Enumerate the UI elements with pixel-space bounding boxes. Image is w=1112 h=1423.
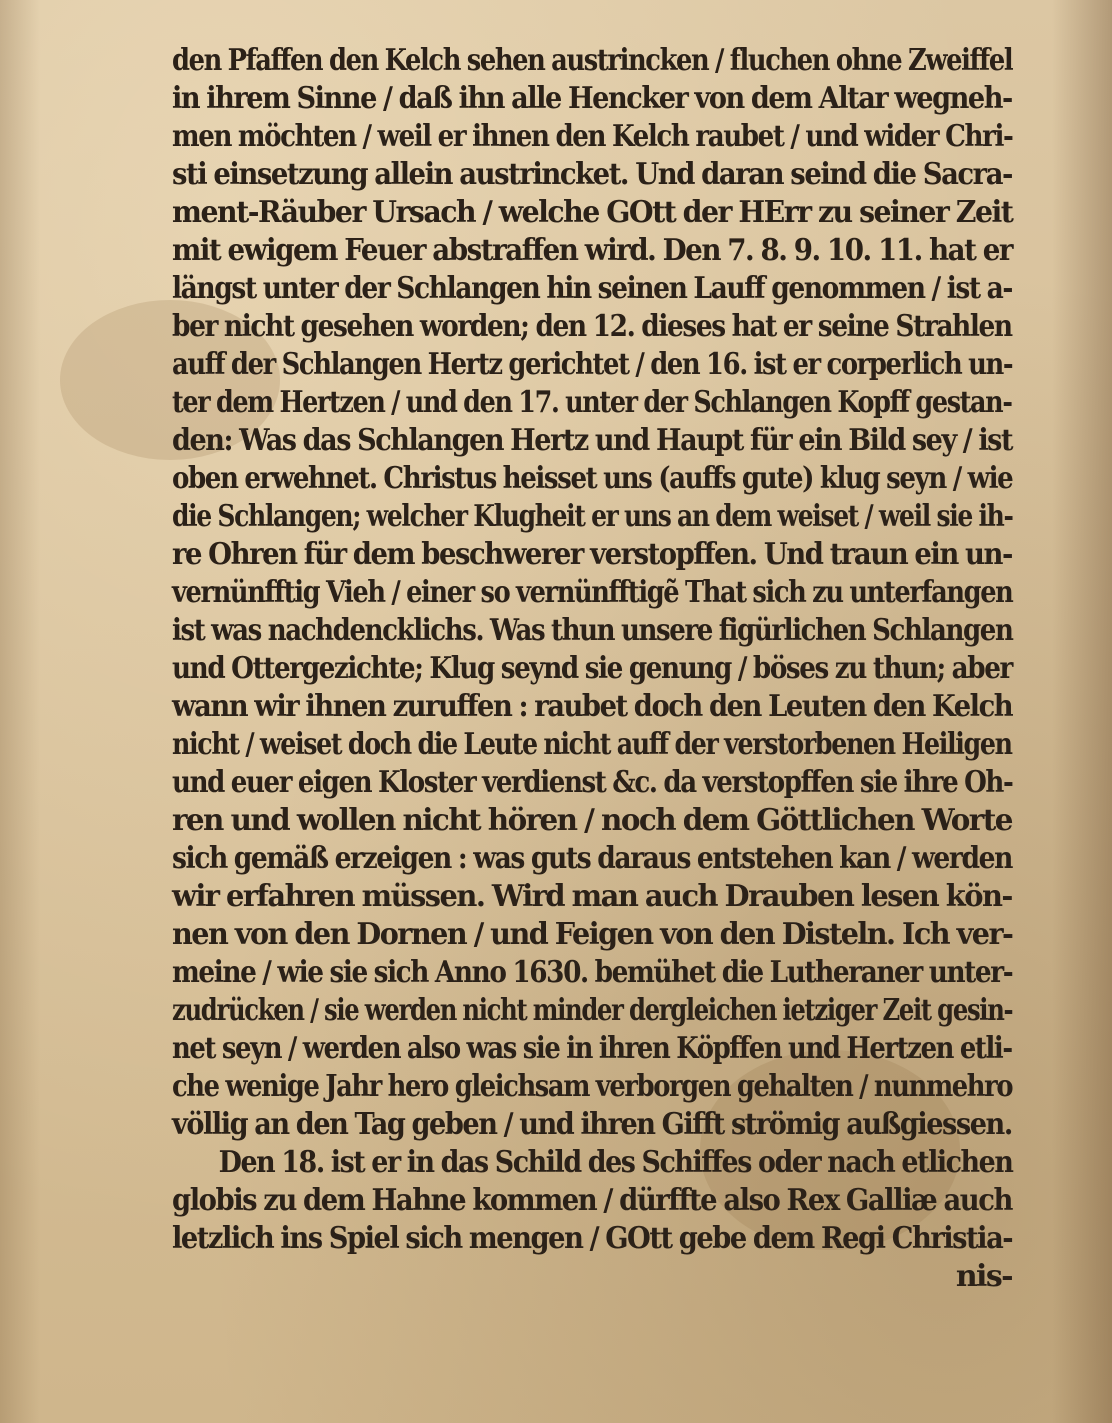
text-line: ren und wollen nicht hören / noch dem Göttlichen Worte	[172, 803, 1012, 838]
text-line: vernünfftig Vieh / einer so vernünfftigẽ That sich zu unterfangen	[172, 575, 1013, 610]
text-line: che wenige Jahr hero gleichsam verborgen gehalten / nunmehro	[172, 1069, 1013, 1104]
catchword: nis-	[955, 1259, 1012, 1294]
text-line: Den 18. ist er in das Schild des Schiffes oder nach etlichen	[218, 1145, 1013, 1180]
text-line: men möchten / weil er ihnen den Kelch raubet / und wider Chri-	[172, 119, 1013, 154]
text-line: meine / wie sie sich Anno 1630. bemühet die Lutheraner unter-	[172, 955, 1013, 990]
text-line: wann wir ihnen zuruffen : raubet doch den Leuten den Kelch	[172, 689, 1013, 724]
text-line: mit ewigem Feuer abstraffen wird. Den 7. 8. 9. 10. 11. hat er	[172, 233, 1013, 268]
text-line: wir erfahren müssen. Wird man auch Drauben lesen kön-	[172, 879, 1012, 914]
page-edge-shadow-right	[1052, 0, 1112, 1423]
text-line: sti einsetzung allein austrincket. Und daran seind die Sacra-	[172, 157, 1012, 192]
text-line: net seyn / werden also was sie in ihren Köpffen und Hertzen etli-	[172, 1031, 1012, 1066]
text-line: ter dem Hertzen / und den 17. unter der Schlangen Kopff gestan-	[172, 385, 1012, 420]
text-line: und euer eigen Kloster verdienst &c. da verstopffen sie ihre Oh-	[172, 765, 1013, 800]
text-line: den Pfaffen den Kelch sehen austrincken / fluchen ohne Zweiffel	[172, 43, 1013, 78]
text-line: ber nicht gesehen worden; den 12. dieses hat er seine Strahlen	[172, 309, 1012, 344]
text-line: ist was nachdencklichs. Was thun unsere figürlichen Schlangen	[172, 613, 1013, 648]
text-line: nicht / weiset doch die Leute nicht auff der verstorbenen Heiligen	[172, 727, 1012, 762]
text-line: globis zu dem Hahne kommen / dürffte also Rex Galliæ auch	[172, 1183, 1012, 1218]
text-line: letzlich ins Spiel sich mengen / GOtt gebe dem Regi Christia-	[172, 1221, 1013, 1256]
text-line: und Ottergezichte; Klug seynd sie genung / böses zu thun; aber	[172, 651, 1012, 686]
text-line: zudrücken / sie werden nicht minder dergleichen ietziger Zeit gesin-	[172, 993, 1013, 1028]
text-line: völlig an den Tag geben / und ihren Gifft strömig außgiessen.	[172, 1107, 1012, 1142]
text-line: längst unter der Schlangen hin seinen Lauff genommen / ist a-	[172, 271, 1013, 306]
page-edge-shadow-left	[0, 0, 40, 1423]
text-line: die Schlangen; welcher Klugheit er uns an dem weiset / weil sie ih-	[172, 499, 1013, 534]
text-line: sich gemäß erzeigen : was guts daraus entstehen kan / werden	[172, 841, 1013, 876]
text-line: auff der Schlangen Hertz gerichtet / den 16. ist er corperlich un-	[172, 347, 1013, 382]
text-line: oben erwehnet. Christus heisset uns (auffs gute) klug seyn / wie	[172, 461, 1013, 496]
text-line: in ihrem Sinne / daß ihn alle Hencker von dem Altar wegneh-	[172, 81, 1012, 116]
text-line: re Ohren für dem beschwerer verstopffen. Und traun ein un-	[172, 537, 1012, 572]
body-text	[172, 42, 1012, 1296]
text-line: nen von den Dornen / und Feigen von den Disteln. Ich ver-	[172, 917, 1013, 952]
text-line: den: Was das Schlangen Hertz und Haupt für ein Bild sey / ist	[172, 423, 1013, 458]
text-line: ment-Räuber Ursach / welche GOtt der HErr zu seiner Zeit	[172, 195, 1013, 230]
